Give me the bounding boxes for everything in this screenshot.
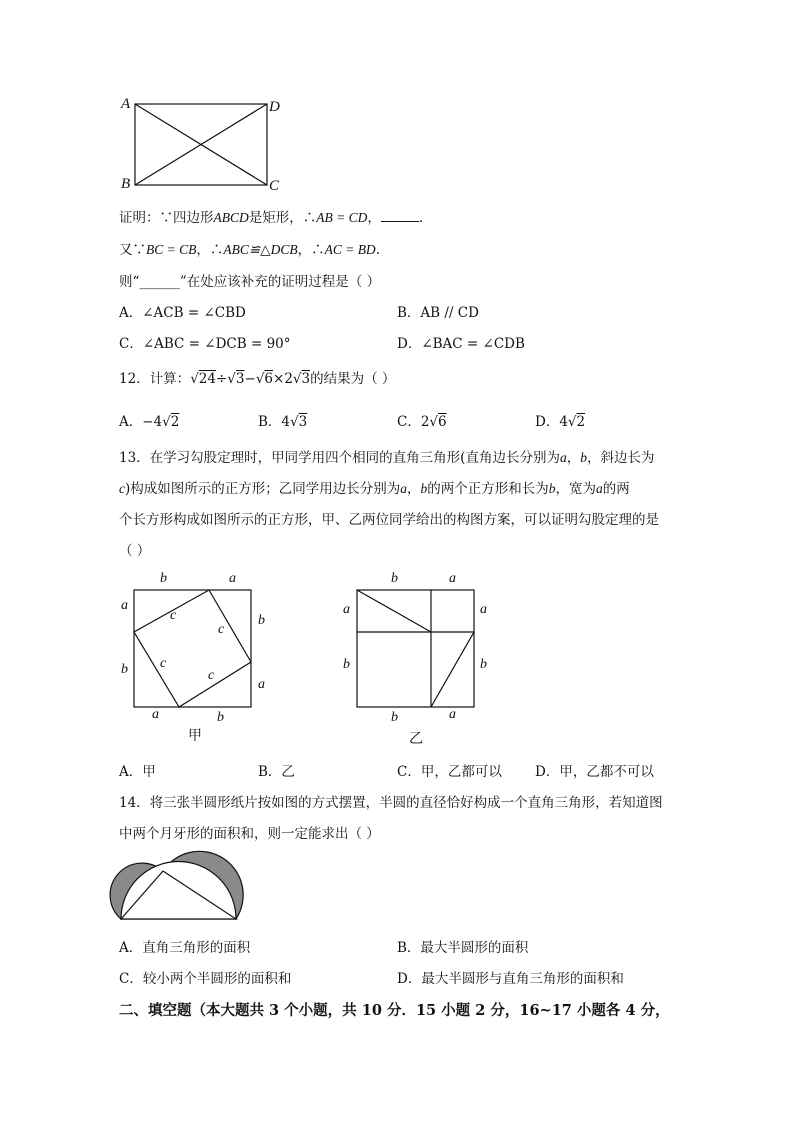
jia-right-a: a xyxy=(258,677,265,692)
q13-line1: 13．在学习勾股定理时，甲同学用四个相同的直角三角形(直角边长分别为a，b，斜边长为 xyxy=(119,450,655,466)
jia-left-b: b xyxy=(121,662,128,677)
q13-option-c[interactable]: C．甲，乙都可以 xyxy=(397,764,502,780)
sqrt-symbol: √ xyxy=(255,371,265,387)
yi-caption: 乙 xyxy=(409,731,423,747)
q13-option-a[interactable]: A．甲 xyxy=(119,764,156,780)
sqrt-symbol: √ xyxy=(190,371,199,387)
jia-right-b: b xyxy=(258,613,265,628)
jia-top-a: a xyxy=(229,571,236,586)
q11-proof-line1: 证明：∵四边形ABCD是矩形，∴AB = CD， . xyxy=(119,210,424,226)
q14-option-d[interactable]: D．最大半圆形与直角三角形的面积和 xyxy=(397,971,624,987)
sqrt-symbol: √ xyxy=(162,414,171,430)
q11-option-d[interactable]: D．∠BAC = ∠CDB xyxy=(397,336,525,352)
vertex-label-c: C xyxy=(269,178,280,194)
q12-option-c[interactable]: C．2√6 xyxy=(397,414,447,430)
jia-c-right: c xyxy=(218,622,225,637)
vertex-label-d: D xyxy=(269,99,280,115)
section-2-heading: 二、填空题（本大题共 3 个小题，共 10 分．15 小题 2 分，16~17 小题各 4 分， xyxy=(119,1002,670,1019)
yi-right-b: b xyxy=(480,657,487,672)
q13-line3: 个长方形构成如图所示的正方形，甲、乙两位同学给出的构图方案，可以证明勾股定理的是 xyxy=(119,512,659,528)
yi-bottom-b: b xyxy=(391,710,398,725)
jia-caption: 甲 xyxy=(188,728,202,744)
q14-line1: 14．将三张半圆形纸片按如图的方式摆置，半圆的直径恰好构成一个直角三角形，若知道图 xyxy=(119,795,663,811)
jia-bottom-b: b xyxy=(217,710,224,725)
yi-top-a: a xyxy=(449,571,456,586)
sqrt-symbol: √ xyxy=(429,414,439,430)
jia-c-upper: c xyxy=(170,608,177,623)
q14-option-c[interactable]: C．较小两个半圆形的面积和 xyxy=(119,971,292,987)
jia-c-lower: c xyxy=(208,668,215,683)
q14-option-b[interactable]: B．最大半圆形的面积 xyxy=(397,940,529,956)
q11-option-b[interactable]: B．AB // CD xyxy=(397,305,479,321)
q14-option-a[interactable]: A．直角三角形的面积 xyxy=(119,940,251,956)
yi-top-b: b xyxy=(391,571,398,586)
sqrt-symbol: √ xyxy=(290,414,299,430)
jia-bottom-a: a xyxy=(152,707,159,722)
q11-proof-line2: 又∵BC = CB，∴ABC≌△DCB，∴AC = BD. xyxy=(119,242,380,258)
q11-question-line: 则“______”在处应该补充的证明过程是（ ） xyxy=(119,274,381,290)
q12-option-d[interactable]: D．4√2 xyxy=(535,414,586,430)
q13-option-b[interactable]: B．乙 xyxy=(258,764,295,780)
vertex-label-b: B xyxy=(121,176,131,192)
q12-option-b[interactable]: B．4√3 xyxy=(258,414,308,430)
jia-top-b: b xyxy=(160,571,167,586)
q12-option-a[interactable]: A．−4√2 xyxy=(119,414,180,430)
sqrt-symbol: √ xyxy=(567,414,577,430)
yi-left-a: a xyxy=(343,602,350,617)
q13-line2: c)构成如图所示的正方形；乙同学用边长分别为a，b的两个正方形和长为b，宽为a的两 xyxy=(119,481,630,497)
yi-left-b: b xyxy=(343,657,350,672)
vertex-label-a: A xyxy=(121,96,131,112)
q13-line4: （ ） xyxy=(119,543,151,559)
q11-option-c[interactable]: C．∠ABC = ∠DCB = 90° xyxy=(119,336,291,352)
q13-option-d[interactable]: D．甲，乙都不可以 xyxy=(535,764,654,780)
q11-option-a[interactable]: A．∠ACB = ∠CBD xyxy=(119,305,246,321)
q14-line2: 中两个月牙形的面积和，则一定能求出（ ） xyxy=(119,826,380,842)
yi-bottom-a: a xyxy=(449,707,456,722)
jia-left-a: a xyxy=(121,598,128,613)
q12-question: 12．计算：√24÷√3−√6×2√3的结果为（ ） xyxy=(119,371,396,387)
yi-right-a: a xyxy=(480,602,487,617)
jia-c-left: c xyxy=(160,656,167,671)
sqrt-symbol: √ xyxy=(227,371,236,387)
sqrt-symbol: √ xyxy=(292,371,302,387)
